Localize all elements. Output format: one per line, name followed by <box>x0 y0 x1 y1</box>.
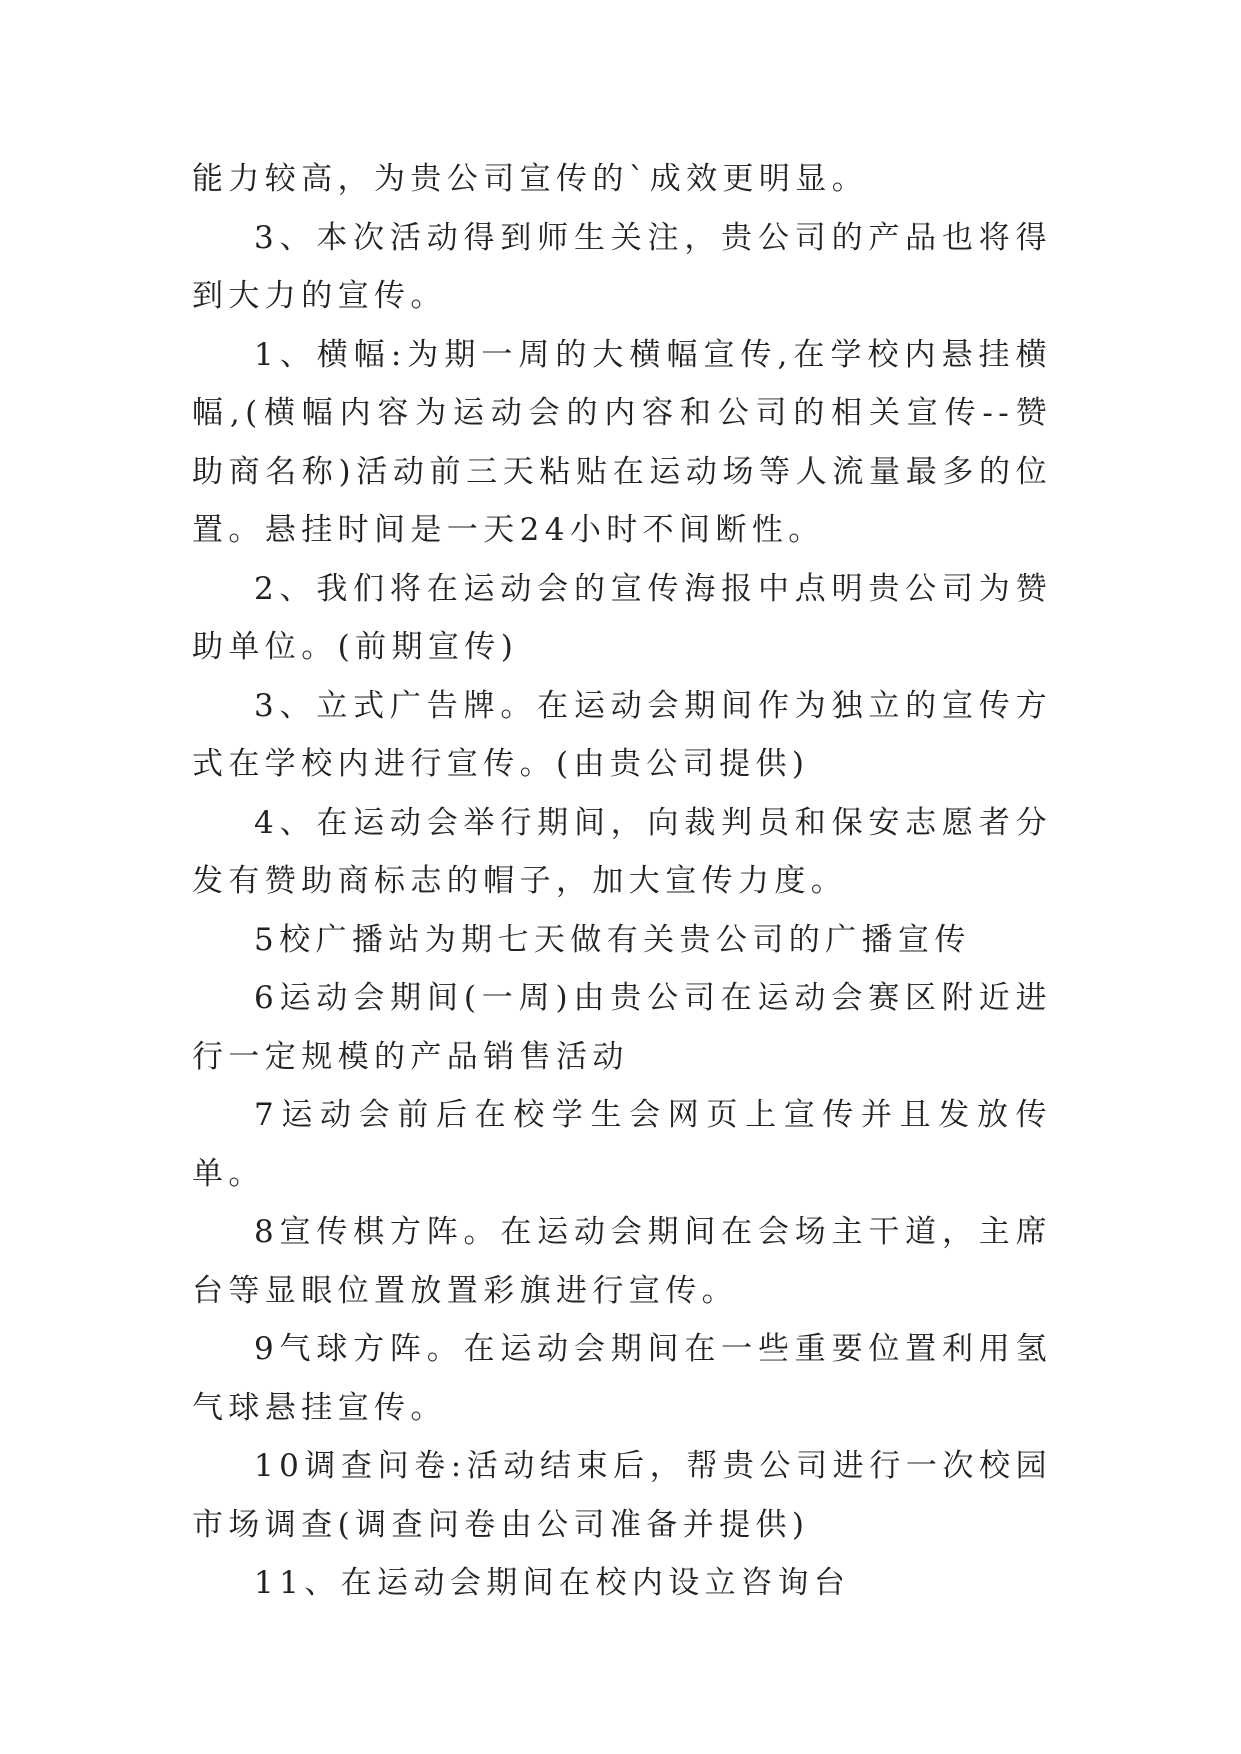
paragraph-item-6-sales: 6运动会期间(一周)由贵公司在运动会赛区附近进行一定规模的产品销售活动 <box>192 980 1052 1075</box>
paragraph-item-3-attention: 3、本次活动得到师生关注，贵公司的产品也将得到大力的宣传。 <box>192 219 1052 314</box>
document-body <box>192 150 1052 1613</box>
paragraph-item-10-survey: 10调查问卷:活动结束后，帮贵公司进行一次校园市场调查(调查问卷由公司准备并提供) <box>192 1448 1052 1543</box>
paragraph-continuation: 能力较高，为贵公司宣传的`成效更明显。 <box>192 161 869 197</box>
paragraph-item-9-balloons: 9气球方阵。在运动会期间在一些重要位置利用氢气球悬挂宣传。 <box>192 1331 1052 1426</box>
paragraph-item-8-flags: 8宣传棋方阵。在运动会期间在会场主干道，主席台等显眼位置放置彩旗进行宣传。 <box>192 1214 1052 1309</box>
paragraph-item-2-poster: 2、我们将在运动会的宣传海报中点明贵公司为赞助单位。(前期宣传) <box>192 570 1052 665</box>
paragraph-item-3-billboard: 3、立式广告牌。在运动会期间作为独立的宣传方式在学校内进行宣传。(由贵公司提供) <box>192 687 1052 782</box>
paragraph-item-5-broadcast: 5校广播站为期七天做有关贵公司的广播宣传 <box>254 921 971 958</box>
paragraph-item-4-hats: 4、在运动会举行期间，向裁判员和保安志愿者分发有赞助商标志的帽子，加大宣传力度。 <box>192 804 1052 899</box>
paragraph-item-7-website: 7运动会前后在校学生会网页上宣传并且发放传单。 <box>192 1097 1052 1192</box>
paragraph-item-11-desk: 11、在运动会期间在校内设立咨询台 <box>254 1565 851 1601</box>
paragraph-item-1-banner: 1、横幅:为期一周的大横幅宣传,在学校内悬挂横幅,(横幅内容为运动会的内容和公司的相关宣传--赞助商名称)活动前三天粘贴在运动场等人流量最多的位置。悬挂时间是一天24小时不间断性。 <box>192 336 1052 548</box>
